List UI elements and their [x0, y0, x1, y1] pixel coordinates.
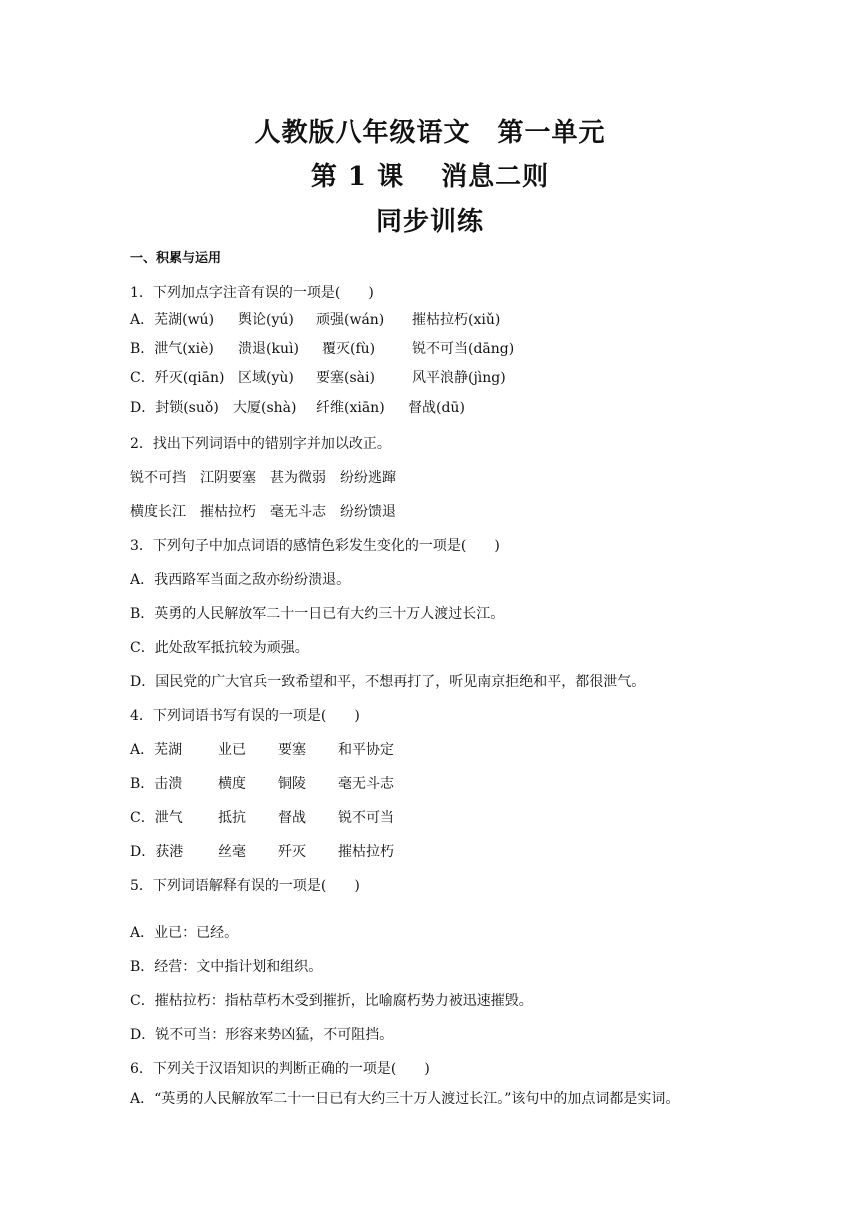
q4-option-a: A．芜湖 业已 要塞 和平协定 — [130, 742, 394, 758]
q1-option-c: C．歼灭(qiān) 区域(yù) 要塞(sài) 风平浪静(jìng) — [130, 370, 506, 386]
q2-stem: 2．找出下列词语中的错别字并加以改正。 — [130, 436, 391, 452]
q2-words-row2: 横度长江 摧枯拉朽 毫无斗志 纷纷馈退 — [130, 504, 396, 520]
q5-stem: 5．下列词语解释有误的一项是( ) — [130, 878, 360, 894]
q4-stem: 4．下列词语书写有误的一项是( ) — [130, 708, 360, 724]
lesson-title: 第 1 课 消息二则 — [310, 162, 550, 192]
subtitle: 同步训练 — [375, 207, 484, 237]
section-heading: 一、积累与运用 — [130, 251, 222, 266]
q2-words-row1: 锐不可挡 江阴要塞 甚为微弱 纷纷逃蹿 — [130, 470, 396, 486]
q3-option-b: B．英勇的人民解放军二十一日已有大约三十万人渡过长江。 — [130, 606, 505, 622]
q3-stem: 3．下列句子中加点词语的感情色彩发生变化的一项是( ) — [130, 538, 500, 554]
q5-option-a: A．业已：已经。 — [130, 925, 239, 941]
q1-option-b: B．泄气(xiè) 溃退(kuì) 覆灭(fù) 锐不可当(dāng) — [130, 341, 515, 357]
q3-option-c: C．此处敌军抵抗较为顽强。 — [130, 640, 309, 656]
q1-stem: 1．下列加点字注音有误的一项是( ) — [130, 285, 374, 301]
q5-option-d: D．锐不可当：形容来势凶猛，不可阻挡。 — [130, 1027, 394, 1043]
q4-option-c: C．泄气 抵抗 督战 锐不可当 — [130, 810, 394, 826]
doc-title: 人教版八年级语文 第一单元 — [254, 118, 606, 148]
q3-option-d: D．国民党的广大官兵一致希望和平，不想再打了，听见南京拒绝和平，都很泄气。 — [130, 674, 646, 690]
q4-option-d: D．获港 丝毫 歼灭 摧枯拉朽 — [130, 844, 394, 860]
q1-option-d: D．封锁(suǒ) 大厦(shà) 纤维(xiān) 督战(dū) — [130, 400, 465, 416]
q6-stem: 6．下列关于汉语知识的判断正确的一项是( ) — [130, 1061, 430, 1077]
q1-option-a: A．芜湖(wú) 舆论(yú) 顽强(wán) 摧枯拉朽(xiǔ) — [130, 312, 501, 328]
q5-option-c: C．摧枯拉朽：指枯草朽木受到摧折，比喻腐朽势力被迅速摧毁。 — [130, 993, 533, 1009]
q4-option-b: B．击溃 横度 铜陵 毫无斗志 — [130, 776, 394, 792]
q3-option-a: A．我西路军当面之敌亦纷纷溃退。 — [130, 572, 351, 588]
q6-option-a: A．“英勇的人民解放军二十一日已有大约三十万人渡过长江。”该句中的加点词都是实词。 — [130, 1091, 680, 1107]
q5-option-b: B．经营：文中指计划和组织。 — [130, 959, 323, 975]
